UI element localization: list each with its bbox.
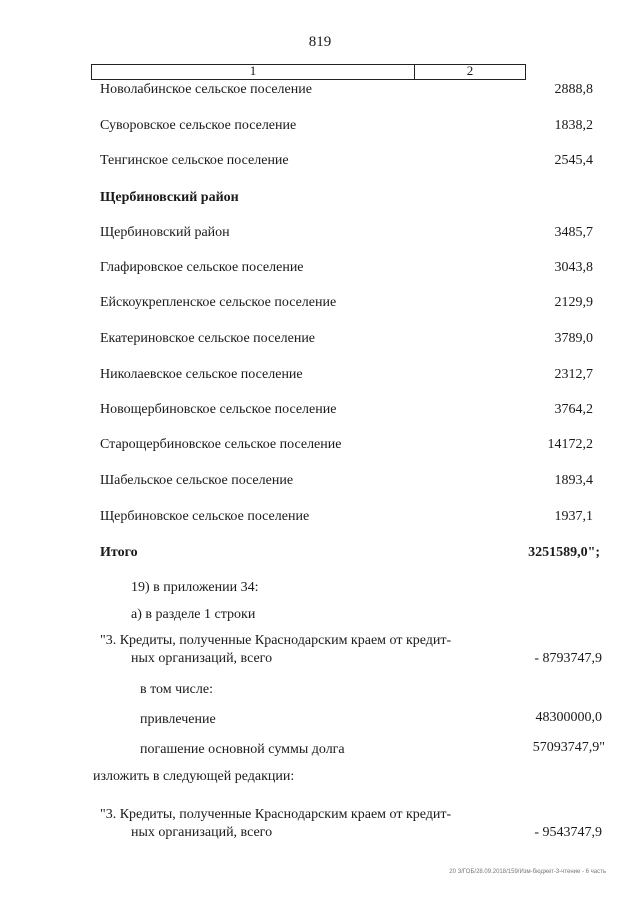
footer-filename: 20 З/ГОБ/28.09.2018/159/Изм-бюджет-3-чтение - 6 часть <box>449 869 606 875</box>
row-name: Шабельское сельское поселение <box>100 473 294 488</box>
row-value: 3043,8 <box>554 260 593 275</box>
row-name: Щербиновское сельское поселение <box>100 509 310 524</box>
new-credits-line2: ных организаций, всего <box>131 825 273 840</box>
row-name: Глафировское сельское поселение <box>100 260 304 275</box>
page-number: 819 <box>308 34 332 50</box>
row-value: 14172,2 <box>547 437 593 452</box>
new-credits-total: - 9543747,9 <box>534 825 602 840</box>
state-as-label: изложить в следующей редакции: <box>93 769 295 784</box>
row-name: Тенгинское сельское поселение <box>100 153 289 168</box>
amendment-subitem: а) в разделе 1 строки <box>131 607 256 622</box>
row-name: Николаевское сельское поселение <box>100 367 303 382</box>
row-name: Щербиновский район <box>100 225 230 240</box>
row-value: 2312,7 <box>554 367 593 382</box>
row-value: 2888,8 <box>554 82 593 97</box>
row-value: 1838,2 <box>554 118 593 133</box>
row-value: 1893,4 <box>554 473 593 488</box>
column-2-header: 2 <box>466 63 474 78</box>
repayment-label: погашение основной суммы долга <box>140 742 345 757</box>
row-value: 1937,1 <box>554 509 593 524</box>
attraction-label: привлечение <box>140 712 216 727</box>
column-1-header: 1 <box>249 63 257 78</box>
row-name: Старощербиновское сельское поселение <box>100 437 342 452</box>
row-value: 3764,2 <box>554 402 593 417</box>
new-credits-line1: "3. Кредиты, полученные Краснодарским краем от кредит- <box>100 807 452 822</box>
old-credits-line2: ных организаций, всего <box>131 651 273 666</box>
amendment-item: 19) в приложении 34: <box>131 580 259 595</box>
row-name: Суворовское сельское поселение <box>100 118 297 133</box>
row-name: Екатериновское сельское поселение <box>100 331 316 346</box>
row-value: 3789,0 <box>554 331 593 346</box>
total-value: 3251589,0"; <box>528 545 600 560</box>
row-value: 3485,7 <box>554 225 593 240</box>
old-credits-line1: "3. Кредиты, полученные Краснодарским краем от кредит- <box>100 633 452 648</box>
row-name: Новощербиновское сельское поселение <box>100 402 337 417</box>
row-name: Новолабинское сельское поселение <box>100 82 312 97</box>
old-credits-total: - 8793747,9 <box>534 651 602 666</box>
district-heading: Щербиновский район <box>100 190 239 205</box>
table-header <box>91 64 526 80</box>
repayment-value: 57093747,9" <box>532 740 605 755</box>
total-label: Итого <box>100 545 138 560</box>
row-value: 2545,4 <box>554 153 593 168</box>
row-name: Ейскоукрепленское сельское поселение <box>100 295 337 310</box>
row-value: 2129,9 <box>554 295 593 310</box>
attraction-value: 48300000,0 <box>535 710 602 725</box>
including-label: в том числе: <box>140 682 213 697</box>
